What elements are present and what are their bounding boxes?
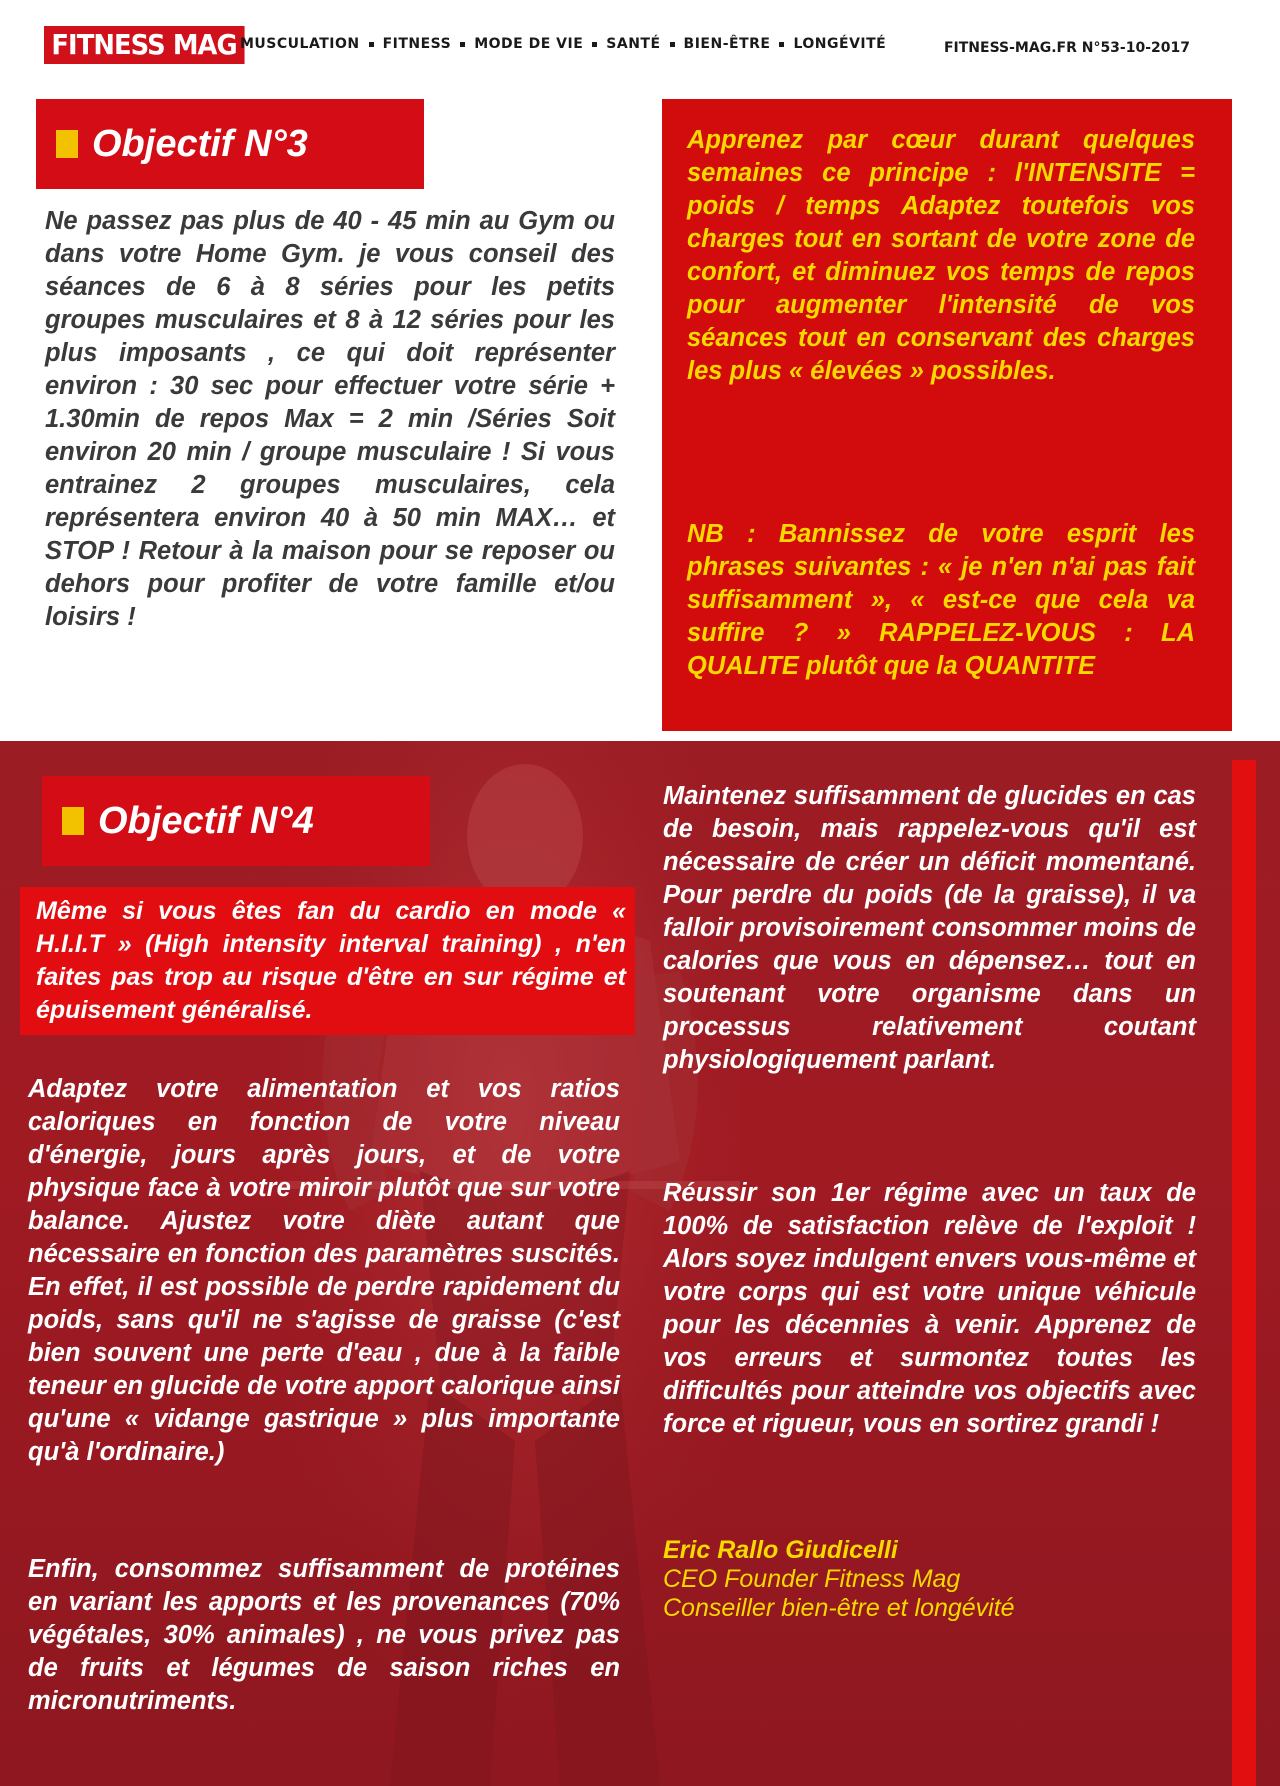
- nav-separator: [779, 42, 784, 47]
- objectif-4-left-paragraph-1: Adaptez votre alimentation et vos ratios caloriques en fonction de votre niveau d'énergie, jours après jours, et de votre physique face à votre miroir plutôt que sur votre balance. Ajustez votre diète autant que nécessaire en fonction des paramètres suscités. En effet, il est possible de perdre rapidement du poids, sans qu'il ne s'agisse de graisse (c'est bien souvent une perte d'eau , due à la faible teneur en glucide de votre apport calorique ainsi qu'une « vidange gastrique » plus importante qu'à l'ordinaire.): [28, 1075, 620, 1466]
- nav-separator: [369, 42, 374, 47]
- hiit-callout-text: Même si vous êtes fan du cardio en mode « H.I.I.T » (High intensity interval training) , n'en faites pas trop au risque d'être en sur régime et épuisement généralisé.: [36, 897, 626, 1024]
- objectif-3-title: Objectif N°3: [92, 122, 308, 165]
- objectif-3-heading: [36, 99, 424, 189]
- nav-item-fitness[interactable]: FITNESS: [382, 36, 452, 52]
- author-role: CEO Founder Fitness Mag: [663, 1565, 961, 1593]
- section-nav: [240, 36, 886, 52]
- objectif-4-title: Objectif N°4: [98, 799, 314, 842]
- author-signature: [663, 1536, 1015, 1623]
- page-header: [0, 0, 1280, 72]
- objectif-4-right-paragraph-2: Réussir son 1er régime avec un taux de 100% de satisfaction relève de l'exploit ! Alors soyez indulgent envers vous-même et votre corps qui est votre unique véhicule pour les décennies à venir. Apprenez de vos erreurs et surmontez toutes les difficultés pour atteindre vos objectifs avec force et rigueur, vous en sortirez grandi !: [663, 1179, 1196, 1438]
- author-name: Eric Rallo Giudicelli: [663, 1536, 898, 1564]
- objectif-3-body: Ne passez pas plus de 40 - 45 min au Gym ou dans votre Home Gym. je vous conseil des séances de 6 à 8 séries pour les petits groupes musculaires et 8 à 12 séries pour les plus imposants , ce qui doit représenter environ : 30 sec pour effectuer votre série + 1.30min de repos Max = 2 min /Séries Soit environ 20 min / groupe musculaire ! Si vous entrainez 2 groupes musculaires, cela représentera environ 40 à 50 min MAX… et STOP ! Retour à la maison pour se reposer ou dehors pour profiter de votre famille et/ou loisirs !: [45, 207, 615, 631]
- author-title: Conseiller bien-être et longévité: [663, 1594, 1015, 1622]
- issue-info: FITNESS-MAG.FR N°53-10-2017: [943, 40, 1190, 56]
- accent-bar: [1232, 760, 1256, 1786]
- nav-separator: [670, 42, 675, 47]
- nav-item-longevite[interactable]: LONGÉVITÉ: [793, 36, 887, 52]
- principle-text: Apprenez par cœur durant quelques semaines ce principe : l'INTENSITE = poids / temps Adaptez toutefois vos charges tout en sortant de votre zone de confort, et diminuez vos temps de repos pour augmenter l'intensité de vos séances tout en conservant des charges les plus « élevées » possibles.: [687, 126, 1195, 385]
- objectif-4-left-paragraph-2: Enfin, consommez suffisamment de protéines en variant les apports et les provenances (70% végétales, 30% animales) , ne vous privez pas de fruits et légumes de saison riches en micronutriments.: [28, 1555, 620, 1715]
- objectif-4-heading: [42, 776, 430, 866]
- nav-item-mode-de-vie[interactable]: MODE DE VIE: [474, 36, 584, 52]
- nav-item-bien-etre[interactable]: BIEN-ÊTRE: [683, 36, 771, 52]
- nav-separator: [460, 42, 465, 47]
- principle-note: NB : Bannissez de votre esprit les phrases suivantes : « je n'en n'ai pas fait suffisamment », « est-ce que cela va suffire ? » RAPPELEZ-VOUS : LA QUALITE plutôt que la QUANTITE: [687, 520, 1195, 680]
- objectif-4-right-paragraph-1: Maintenez suffisamment de glucides en cas de besoin, mais rappelez-vous qu'il est nécessaire de créer un déficit momentané. Pour perdre du poids (de la graisse), il va falloir provisoirement consommer moins de calories que vous en dépensez… tout en soutenant votre organisme dans un processus relativement coutant physiologiquement parlant.: [663, 782, 1196, 1074]
- nav-item-sante[interactable]: SANTÉ: [606, 36, 661, 52]
- nav-item-musculation[interactable]: MUSCULATION: [240, 36, 360, 52]
- yellow-square-icon: [56, 130, 78, 158]
- yellow-square-icon: [62, 807, 84, 835]
- nav-separator: [592, 42, 597, 47]
- magazine-logo[interactable]: FITNESS MAG: [44, 26, 244, 64]
